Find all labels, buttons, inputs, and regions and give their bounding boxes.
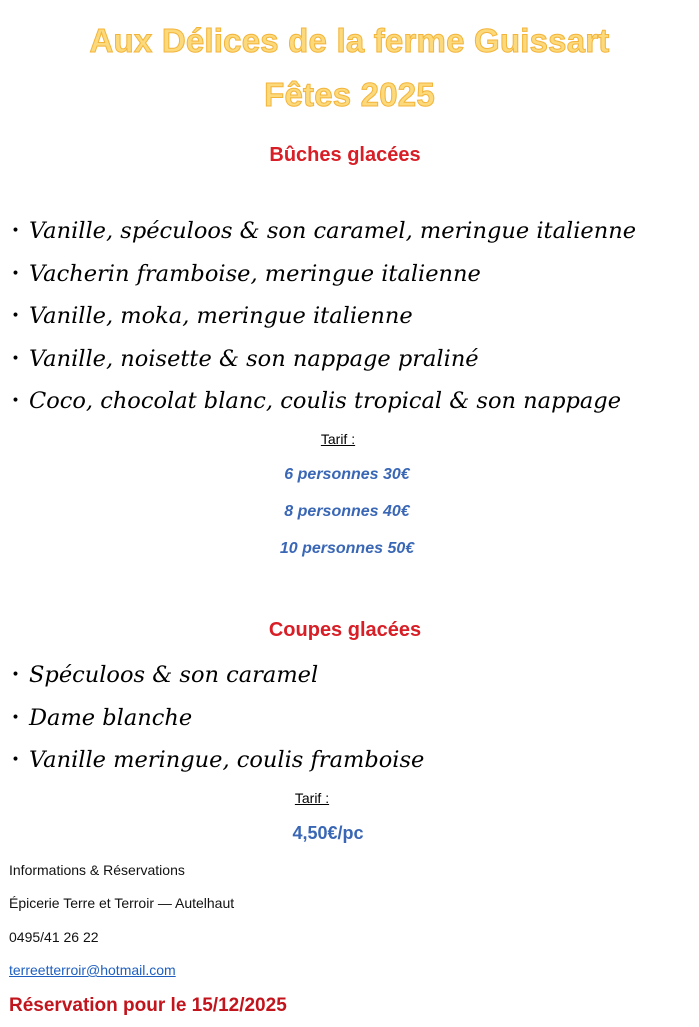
buches-list bbox=[0, 216, 636, 429]
list-item-label: Vacherin framboise, meringue italienne bbox=[29, 260, 481, 287]
list-item-label: Coco, chocolat blanc, coulis tropical & son nappage bbox=[29, 388, 622, 414]
coupes-list bbox=[0, 660, 424, 788]
bullet-icon: • bbox=[11, 709, 20, 726]
bullet-icon: • bbox=[11, 350, 20, 367]
coupes-price: 4,50€/pc bbox=[292, 823, 364, 843]
price-6-persons: 6 personnes 30€ bbox=[284, 466, 410, 483]
list-item-label: Vanille meringue, coulis framboise bbox=[29, 747, 425, 773]
list-item bbox=[0, 386, 636, 429]
bullet-icon: • bbox=[11, 667, 20, 683]
shop-name: Épicerie Terre et Terroir — Autelhaut bbox=[9, 895, 235, 911]
bullet-icon: • bbox=[11, 393, 20, 409]
price-8-persons: 8 personnes 40€ bbox=[284, 503, 410, 520]
reservation-date: Réservation pour le 15/12/2025 bbox=[9, 995, 287, 1016]
coupes-heading: Coupes glacées bbox=[268, 619, 422, 641]
main-title: Aux Délices de la ferme Guissart bbox=[89, 22, 610, 59]
list-item-label: Dame blanche bbox=[29, 704, 193, 731]
list-item bbox=[0, 344, 636, 387]
list-item bbox=[0, 301, 636, 344]
list-item-label: Vanille, noisette & son nappage praliné bbox=[29, 345, 479, 372]
bullet-icon: • bbox=[11, 308, 20, 324]
info-title: Informations & Réservations bbox=[9, 862, 185, 878]
subtitle-year: Fêtes 2025 bbox=[264, 76, 435, 113]
list-item bbox=[0, 259, 636, 302]
price-10-persons: 10 personnes 50€ bbox=[279, 540, 415, 557]
list-item-label: Vanille, spéculoos & son caramel, meringue italienne bbox=[29, 218, 637, 244]
coupes-tarif-label: Tarif : bbox=[294, 790, 330, 806]
list-item-label: Vanille, moka, meringue italienne bbox=[29, 303, 413, 329]
list-item-label: Spéculoos & son caramel bbox=[29, 662, 319, 688]
phone-number[interactable]: 0495/41 26 22 bbox=[9, 929, 99, 945]
buches-heading: Bûches glacées bbox=[269, 144, 421, 166]
list-item bbox=[0, 703, 424, 746]
list-item bbox=[0, 660, 424, 703]
bullet-icon: • bbox=[11, 265, 20, 282]
bullet-icon: • bbox=[11, 223, 20, 239]
email-link[interactable]: terreetterroir@hotmail.com bbox=[9, 962, 176, 978]
list-item bbox=[0, 745, 424, 788]
buches-tarif-label: Tarif : bbox=[320, 431, 356, 447]
list-item bbox=[0, 216, 636, 259]
bullet-icon: • bbox=[11, 752, 20, 768]
